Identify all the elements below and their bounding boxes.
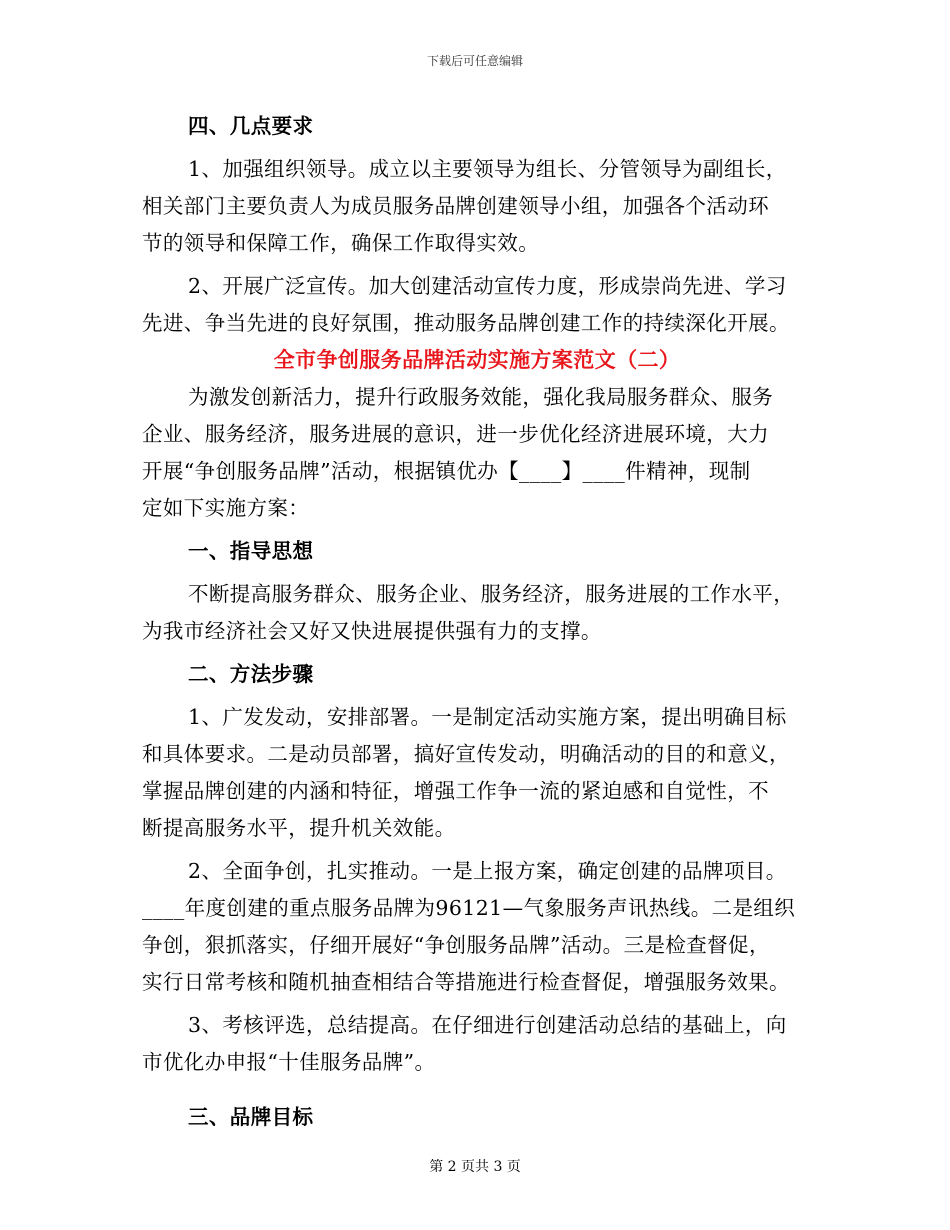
section-heading: 二、方法步骤 (188, 662, 314, 686)
paragraph-line: 3、考核评选，总结提高。在仔细进行创建活动总结的基础上，向 (188, 1013, 787, 1037)
page-footer: 第 2 页共 3 页 (429, 1159, 521, 1175)
paragraph-line: 企业、服务经济，服务进展的意识，进一步优化经济进展环境，大力 (142, 422, 769, 446)
paragraph-line: 不断提高服务群众、服务企业、服务经济，服务进展的工作水平， (188, 582, 795, 606)
paragraph-line: 1、广发发动，安排部署。一是制定活动实施方案，提出明确目标 (188, 705, 787, 729)
paragraph-line: 实行日常考核和随机抽查相结合等措施进行检查督促，增强服务效果。 (142, 970, 790, 994)
paragraph-line: 为激发创新活力，提升行政服务效能，强化我局服务群众、服务 (188, 385, 774, 409)
paragraph-line: 争创，狠抓落实，仔细开展好“争创服务品牌”活动。三是检查督促， (142, 933, 770, 957)
section-heading: 一、指导思想 (188, 539, 314, 563)
paragraph-line: 2、开展广泛宣传。加大创建活动宣传力度，形成崇尚先进、学习 (188, 274, 787, 298)
document-body (142, 108, 812, 1136)
paragraph-line: 1、加强组织领导。成立以主要领导为组长、分管领导为副组长， (188, 157, 787, 181)
paragraph-line: 掌握品牌创建的内涵和特征，增强工作争一流的紧迫感和自觉性，不 (142, 779, 769, 803)
paragraph-line: 和具体要求。二是动员部署，搞好宣传发动，明确活动的目的和意义， (142, 742, 790, 766)
paragraph-line: 定如下实施方案： (142, 496, 310, 520)
paragraph-line: 相关部门主要负责人为成员服务品牌创建领导小组，加强各个活动环 (142, 194, 769, 218)
paragraph-line: 市优化办申报“十佳服务品牌”。 (142, 1050, 436, 1074)
paragraph-line: 为我市经济社会又好又快进展提供强有力的支撑。 (142, 619, 602, 643)
paragraph-line: 开展“争创服务品牌”活动，根据镇优办【____】____件精神，现制 (142, 459, 751, 483)
page-header: 下载后可任意编辑 (426, 54, 523, 68)
paragraph-line: 断提高服务水平，提升机关效能。 (142, 816, 456, 840)
section-heading: 三、品牌目标 (188, 1105, 314, 1129)
paragraph-line: ____年度创建的重点服务品牌为96121—气象服务声讯热线。二是组织 (142, 896, 796, 920)
paragraph-line: 节的领导和保障工作，确保工作取得实效。 (142, 231, 540, 255)
section-heading: 四、几点要求 (188, 114, 314, 138)
paragraph-line: 先进、争当先进的良好氛围，推动服务品牌创建工作的持续深化开展。 (142, 311, 790, 335)
document-title: 全市争创服务品牌活动实施方案范文（二） (273, 348, 681, 372)
paragraph-line: 2、全面争创，扎实推动。一是上报方案，确定创建的品牌项目。 (188, 859, 787, 883)
